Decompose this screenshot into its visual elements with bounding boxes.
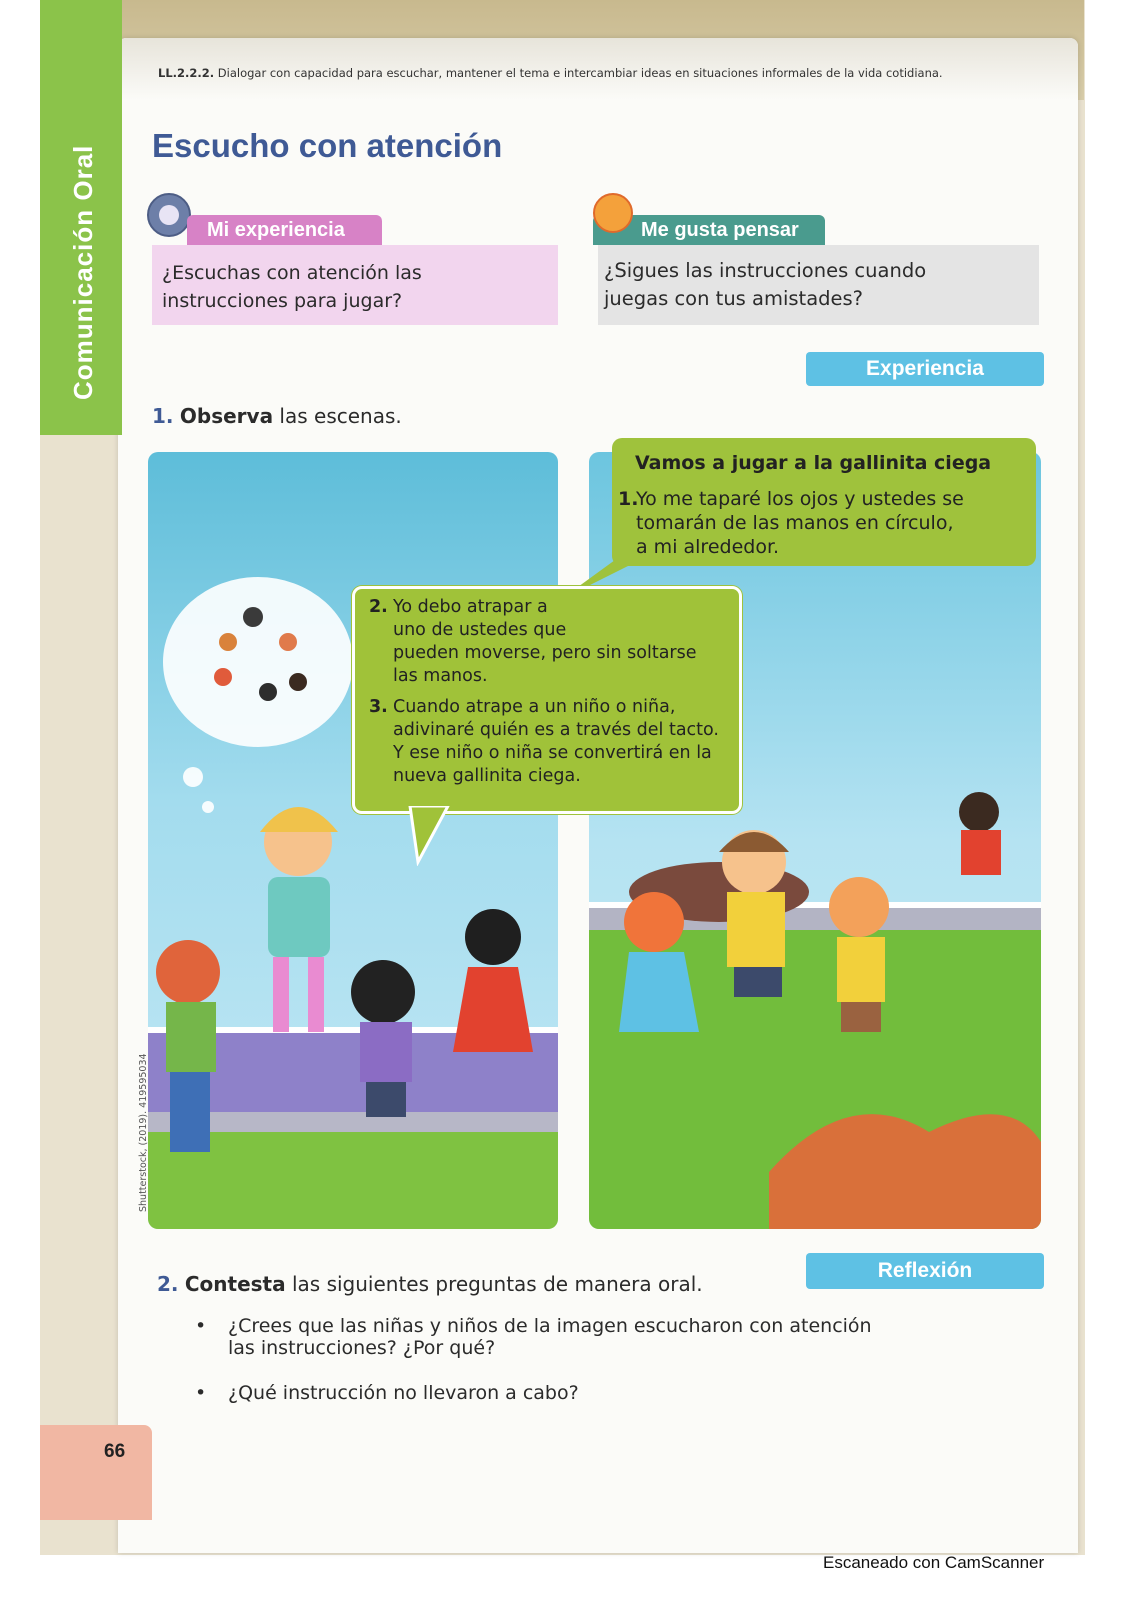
activity-1-verb: Observa (179, 404, 274, 428)
bubble-top-heading: Vamos a jugar a la gallinita ciega (635, 452, 992, 474)
question-1-line2: las instrucciones? ¿Por qué? (228, 1337, 496, 1359)
me-gusta-pensar-label: Me gusta pensar (641, 219, 799, 241)
skill-text: Dialogar con capacidad para escuchar, mantener el tema e intercambiar ideas en situaciones informales de la vida cotidiana. (217, 66, 943, 80)
children-playing-illustration (589, 452, 1041, 1229)
reflexion-label: Reflexión (877, 1259, 973, 1282)
me-gusta-pensar-line1: ¿Sigues las instrucciones cuando (604, 259, 927, 282)
bubble-top-line1: Yo me taparé los ojos y ustedes se (636, 488, 964, 510)
image-credit: Shutterstock, (2019). 419595034 (138, 1053, 149, 1212)
page-title: Escucho con atención (152, 127, 503, 164)
bubble-top-line3: a mi alrededor. (636, 536, 780, 558)
activity-1-number: 1. (152, 404, 174, 428)
brain-bulb-icon (593, 193, 633, 233)
bullet-dot: • (195, 1382, 207, 1404)
activity-1-text: las escenas. (273, 404, 402, 428)
bubble-item3-line3: Y ese niño o niña se convertirá en la (393, 743, 712, 763)
skill-statement (158, 66, 943, 80)
bubble-item3-line4: nueva gallinita ciega. (393, 766, 581, 786)
mi-experiencia-tag (187, 215, 382, 245)
me-gusta-pensar-line2: juegas con tus amistades? (604, 287, 864, 310)
bubble-item3-line1: Cuando atrape a un niño o niña, (393, 697, 676, 717)
activity-2-text: las siguientes preguntas de manera oral. (285, 1272, 703, 1296)
question-1-line1: ¿Crees que las niñas y niños de la imagen escucharon con atención (228, 1315, 872, 1337)
me-gusta-pensar-box (598, 245, 1039, 325)
activity-2 (157, 1272, 703, 1296)
head-gear-icon (147, 193, 191, 237)
bubble-top-line2: tomarán de las manos en círculo, (636, 512, 954, 534)
experiencia-banner (806, 352, 1044, 386)
bubble-item3-number: 3. (369, 697, 388, 717)
scene-left-illustration (148, 452, 558, 1229)
bullet-dot: • (195, 1315, 207, 1337)
activity-2-verb: Contesta (184, 1272, 286, 1296)
activity-2-number: 2. (157, 1272, 179, 1296)
activity-1 (152, 404, 402, 428)
question-2: ¿Qué instrucción no llevaron a cabo? (228, 1382, 579, 1404)
mi-experiencia-box (152, 245, 558, 325)
mi-experiencia-line2: instrucciones para jugar? (162, 290, 403, 312)
bubble-item2-line4: las manos. (393, 666, 488, 686)
bubble-item2-line1: Yo debo atrapar a (393, 597, 548, 617)
speech-bubble-middle (352, 586, 742, 814)
scene-right-illustration (589, 452, 1041, 1229)
speech-bubble-middle-tail (400, 806, 460, 866)
reflexion-banner (806, 1253, 1044, 1289)
experiencia-label: Experiencia (866, 357, 984, 380)
section-side-label: Comunicación Oral (68, 144, 98, 400)
bubble-item2-number: 2. (369, 597, 388, 617)
mi-experiencia-line1: ¿Escuchas con atención las (162, 262, 422, 284)
bubble-item3-line2: adivinaré quién es a través del tacto. (393, 720, 719, 740)
bubble-top-item-number: 1. (618, 488, 639, 510)
page-number-tab (40, 1425, 152, 1520)
question-1 (228, 1315, 872, 1359)
scanner-watermark: Escaneado con CamScanner (823, 1553, 1045, 1572)
skill-code: LL.2.2.2. (158, 66, 215, 80)
mi-experiencia-label: Mi experiencia (207, 219, 345, 241)
bubble-item2-line2: uno de ustedes que (393, 620, 567, 640)
speech-bubble-top (612, 438, 1036, 566)
children-fence-illustration (148, 452, 558, 1229)
page-number: 66 (104, 1441, 126, 1462)
bubble-item2-line3: pueden moverse, pero sin soltarse (393, 643, 697, 663)
